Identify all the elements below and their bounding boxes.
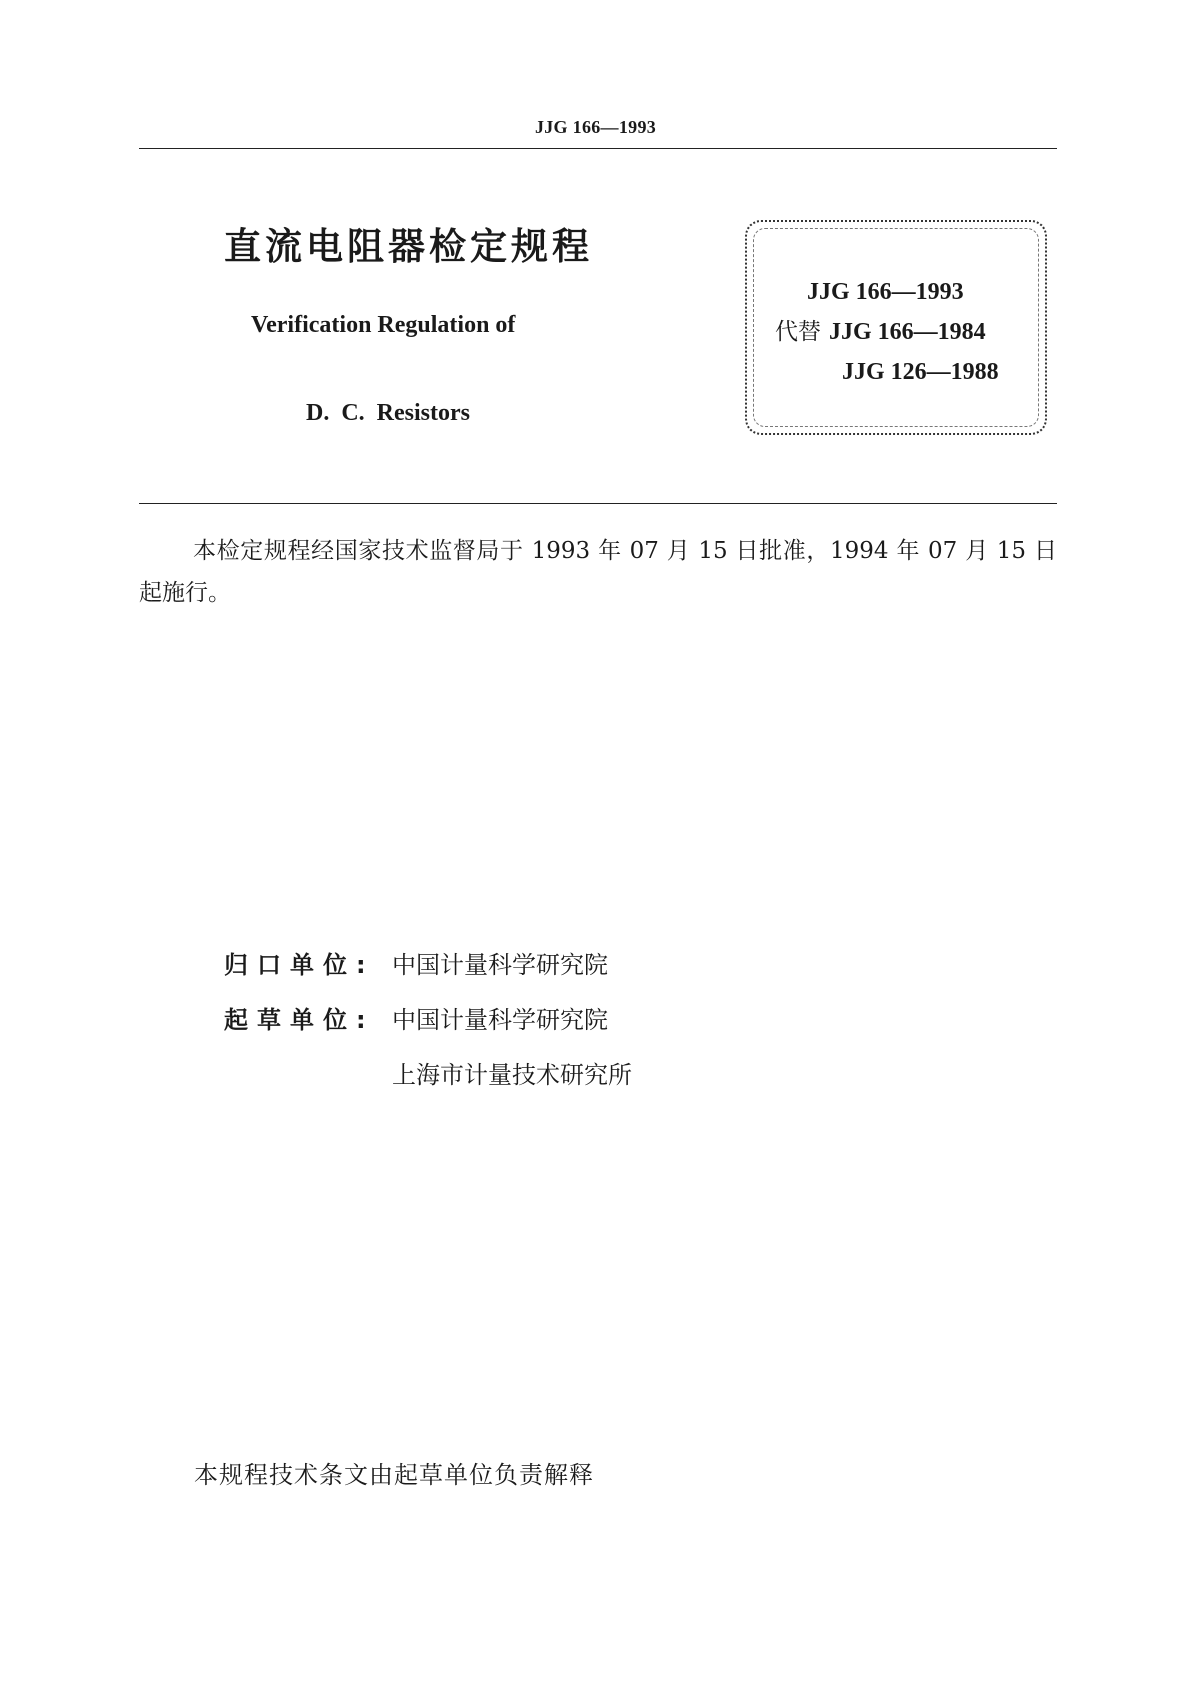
drafting-org-value-2: 上海市计量技术研究所	[392, 1061, 632, 1089]
title-english-line2: D. C. Resistors	[306, 400, 470, 426]
replaces-line	[775, 312, 986, 352]
top-rule	[139, 148, 1057, 149]
replaced-code-2: JJG 126—1988	[842, 359, 999, 385]
responsible-org-row	[224, 945, 608, 980]
footer-note: 本规程技术条文由起草单位负责解释	[194, 1461, 594, 1489]
responsible-org-label: 归口单位:	[224, 951, 375, 979]
replace-label: 代替	[775, 319, 821, 345]
replaced-code-1: JJG 166—1984	[829, 319, 986, 345]
drafting-org-row-2	[392, 1055, 632, 1090]
responsible-org-value: 中国计量科学研究院	[392, 951, 608, 979]
drafting-org-value-1: 中国计量科学研究院	[392, 1006, 608, 1034]
middle-rule	[139, 503, 1057, 504]
current-code: JJG 166—1993	[807, 279, 964, 305]
header-code: JJG 166—1993	[534, 117, 657, 137]
title-english-line1: Verification Regulation of	[251, 312, 516, 338]
approval-statement: 本检定规程经国家技术监督局于 1993 年 07 月 15 日批准，1994 年 07 月 15 日起施行。	[139, 538, 1057, 606]
drafting-org-row	[224, 1000, 608, 1035]
title-chinese: 直流电阻器检定规程	[224, 225, 593, 268]
standard-code-box	[745, 220, 1047, 435]
drafting-org-label: 起草单位:	[224, 1006, 375, 1034]
